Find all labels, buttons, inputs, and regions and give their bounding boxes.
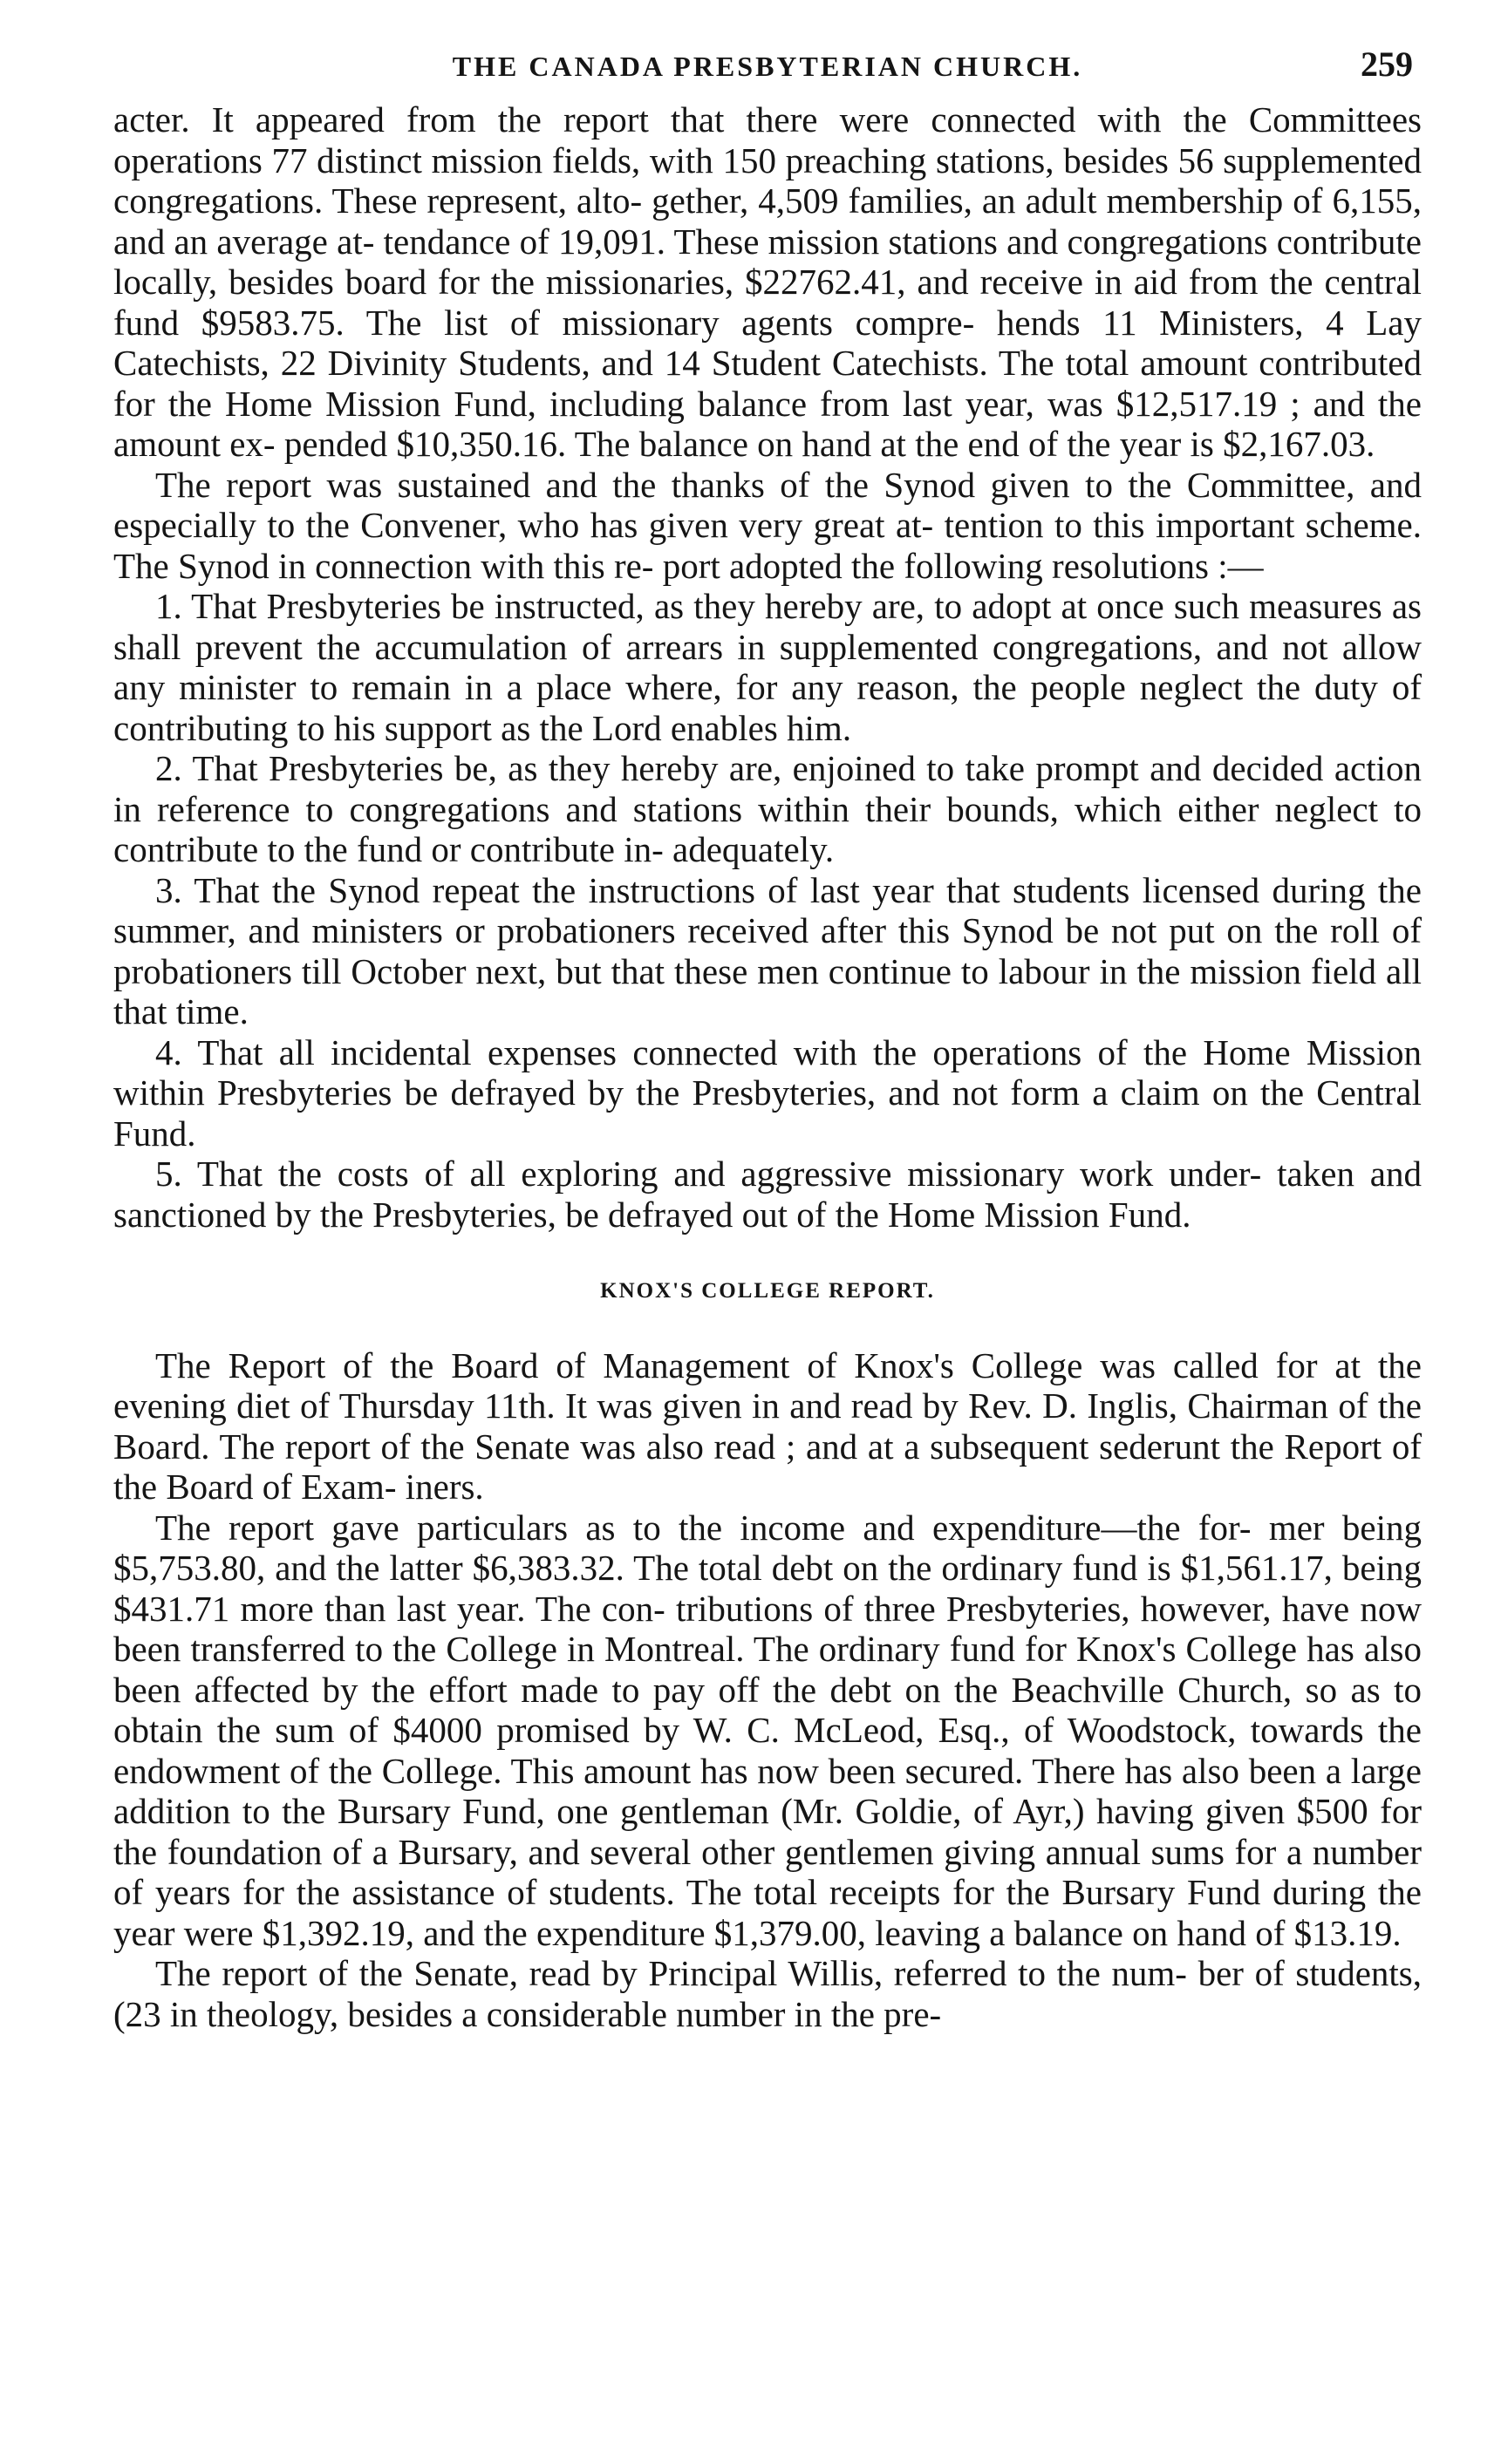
book-page	[113, 44, 1422, 2034]
home-mission-paragraph: acter. It appeared from the report that there were connected with the Committees operations 77 distinct mission fields, with 150 preaching stations, besides 56 supplemented congregations. These represent, alto- gether, 4,509 families, an adult membership of 6,155, and an average at- tendance of 19,091. These mission stations and congregations contribute locally, besides board for the missionaries, $22762.41, and receive in aid from the central fund $9583.75. The list of missionary agents compre- hends 11 Ministers, 4 Lay Catechists, 22 Divinity Students, and 14 Student Catechists. The total amount contributed for the Home Mission Fund, including balance from last year, was $12,517.19 ; and the amount ex- pended $10,350.16. The balance on hand at the end of the year is $2,167.03.	[113, 99, 1422, 464]
college-paragraph: The report gave particulars as to the income and expenditure—the for- mer being $5,753.80, and the latter $6,383.32. The total debt on the ordinary fund is $1,561.17, being $431.71 more than last year. The con- tributions of three Presbyteries, however, have now been transferred to the College in Montreal. The ordinary fund for Knox's College has also been affected by the effort made to pay off the debt on the Beachville Church, so as to obtain the sum of $4000 promised by W. C. McLeod, Esq., of Woodstock, towards the endowment of the College. This amount has now been secured. There has also been a large addition to the Bursary Fund, one gentleman (Mr. Goldie, of Ayr,) having given $500 for the foundation of a Bursary, and several other gentlemen giving annual sums for a number of years for the assistance of students. The total receipts for the Bursary Fund during the year were $1,392.19, and the expenditure $1,379.00, leaving a balance on hand of $13.19.	[113, 1507, 1422, 1953]
college-paragraph: The Report of the Board of Management of Knox's College was called for at the evening diet of Thursday 11th. It was given in and read by Rev. D. Inglis, Chairman of the Board. The report of the Senate was also read ; and at a subsequent sederunt the Report of the Board of Exam- iners.	[113, 1344, 1422, 1507]
running-header	[113, 44, 1422, 99]
running-title: THE CANADA PRESBYTERIAN CHURCH.	[452, 51, 1083, 82]
resolution-item: 3. That the Synod repeat the instructions of last year that students licensed during the summer, and ministers or probationers received after this Synod be not put on the roll of probationers till October next, but that these men continue to labour in the mission field all that time.	[113, 869, 1422, 1031]
resolution-item: 1. That Presbyteries be instructed, as they hereby are, to adopt at once such measures as shall prevent the accumulation of arrears in supplemented congregations, and not allow any minister to remain in a place where, for any reason, the people neglect the duty of contributing to his support as the Lord enables him.	[113, 586, 1422, 748]
resolution-item: 4. That all incidental expenses connected with the operations of the Home Mission within Presbyteries be defrayed by the Presbyteries, and not form a claim on the Central Fund.	[113, 1031, 1422, 1154]
page-number: 259	[1361, 44, 1413, 84]
body-text	[113, 99, 1422, 2034]
resolution-item: 5. That the costs of all exploring and aggressive missionary work under- taken and sanctioned by the Presbyteries, be defrayed out of the Home Mission Fund.	[113, 1154, 1422, 1235]
section-heading: KNOX'S COLLEGE REPORT.	[600, 1279, 935, 1303]
resolution-item: 2. That Presbyteries be, as they hereby are, enjoined to take prompt and decided action in reference to congregations and stations within their bounds, which either neglect to contribute to the fund or contribute in- adequately.	[113, 748, 1422, 869]
college-paragraph: The report of the Senate, read by Principal Willis, referred to the num- ber of students, (23 in theology, besides a considerable number in the pre-	[113, 1953, 1422, 2034]
home-mission-paragraph: The report was sustained and the thanks of the Synod given to the Committee, and especially to the Convener, who has given very great at- tention to this important scheme. The Synod in connection with this re- port adopted the following resolutions :—	[113, 464, 1422, 586]
